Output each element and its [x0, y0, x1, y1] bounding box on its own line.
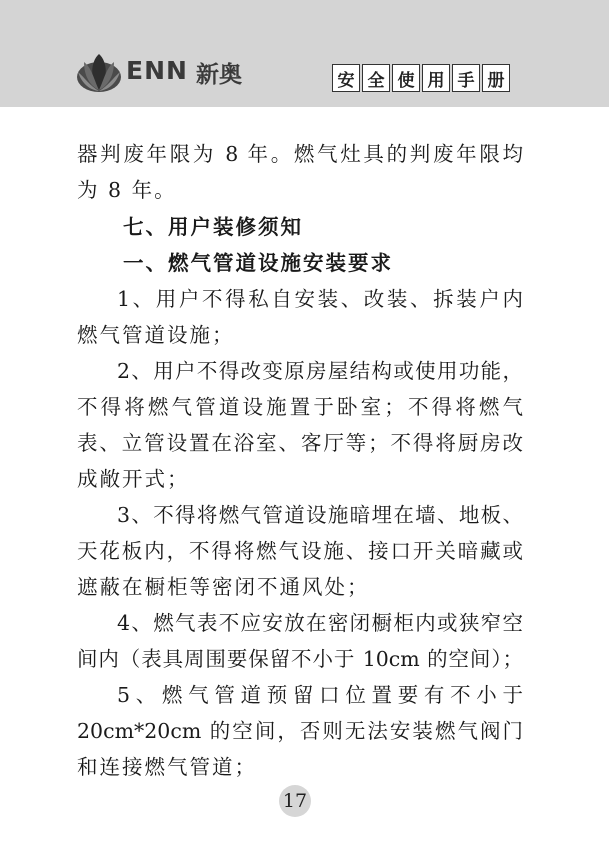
body-text-line: 和连接燃气管道； [77, 755, 257, 779]
body-text-line: 间内（表具周围要保留不小于 10cm 的空间）； [77, 647, 523, 671]
manual-title-char: 安 [332, 64, 360, 92]
body-text-line: 5、燃气管道预留口位置要有不小于 [117, 683, 523, 707]
body-text-line: 1、用户不得私自安装、改装、拆装户内 [117, 287, 523, 311]
body-text-line: 表、立管设置在浴室、客厅等；不得将厨房改 [77, 431, 523, 455]
section-heading: 七、用户装修须知 [123, 215, 303, 239]
body-text-line: 3、不得将燃气管道设施暗埋在墙、地板、 [117, 503, 523, 527]
manual-title-char: 手 [452, 64, 480, 92]
body-text-line: 20cm*20cm 的空间，否则无法安装燃气阀门 [77, 719, 523, 743]
body-text-line: 器判废年限为 8 年。燃气灶具的判废年限均 [77, 142, 523, 166]
body-text-line: 不得将燃气管道设施置于卧室；不得将燃气 [77, 395, 523, 419]
body-text-line: 2、用户不得改变原房屋结构或使用功能， [117, 359, 523, 383]
body-text-line: 天花板内，不得将燃气设施、接口开关暗藏或 [77, 539, 523, 563]
enn-lotus-logo-icon [76, 50, 122, 94]
manual-title-char: 全 [362, 64, 390, 92]
body-text-line: 4、燃气表不应安放在密闭橱柜内或狭窄空 [117, 611, 523, 635]
body-text-line: 为 8 年。 [77, 178, 177, 202]
manual-title [332, 64, 512, 92]
body-text-line: 遮蔽在橱柜等密闭不通风处； [77, 575, 370, 599]
body-text-line: 成敞开式； [77, 467, 190, 491]
brand-name-en: ENN [126, 56, 188, 85]
page-header [0, 0, 609, 107]
page-number: 17 [279, 785, 311, 817]
brand-name-zh: 新奥 [196, 62, 242, 88]
subsection-heading: 一、燃气管道设施安装要求 [123, 251, 393, 275]
body-text-line: 燃气管道设施； [77, 323, 235, 347]
manual-title-char: 册 [482, 64, 510, 92]
manual-title-char: 用 [422, 64, 450, 92]
manual-title-char: 使 [392, 64, 420, 92]
